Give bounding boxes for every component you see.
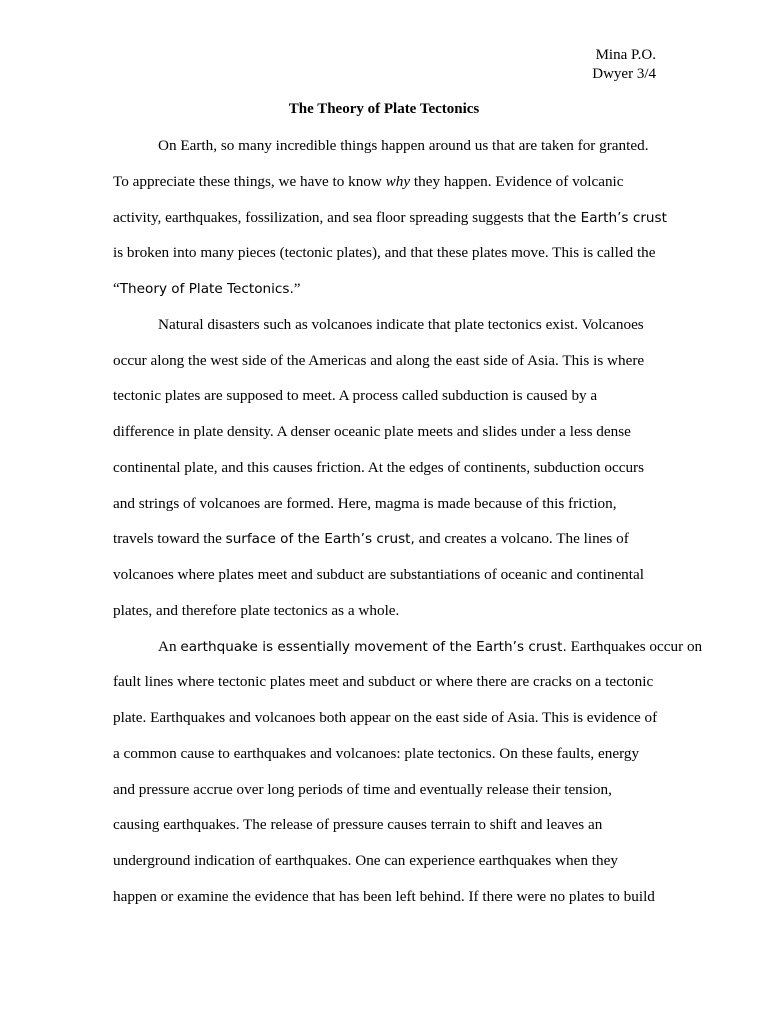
paragraph-2-line-3: tectonic plates are supposed to meet. A process called subduction is caused by a bbox=[113, 387, 598, 405]
sans-text-run: the Earth’s crust bbox=[554, 209, 667, 226]
text-run: An bbox=[158, 637, 181, 655]
paragraph-2-line-2: occur along the west side of the Americas and along the east side of Asia. This is where bbox=[113, 351, 645, 369]
text-run: and creates a volcano. The lines of bbox=[414, 530, 629, 548]
paragraph-3-line-5: and pressure accrue over long periods of time and eventually release their tension, bbox=[113, 780, 612, 798]
class-info: Dwyer 3/4 bbox=[592, 66, 656, 82]
paragraph-3-line-6: causing earthquakes. The release of pressure causes terrain to shift and leaves an bbox=[113, 816, 603, 834]
sans-text-run: Theory of Plate Tectonics. bbox=[119, 281, 294, 297]
emphasis-text: why bbox=[385, 172, 411, 190]
paragraph-1-line-2 bbox=[113, 164, 658, 200]
paragraph-3-line-7: underground indication of earthquakes. One can experience earthquakes when they bbox=[113, 852, 618, 869]
paragraph-3-line-8: happen or examine the evidence that has been left behind. If there were no plates to build bbox=[113, 887, 655, 905]
paragraph-2-line-4: difference in plate density. A denser oceanic plate meets and slides under a less dense bbox=[113, 423, 631, 440]
sans-text-run: surface of the Earth’s crust, bbox=[225, 531, 415, 548]
paragraph-1-line-4: is broken into many pieces (tectonic plates), and that these plates move. This is called the bbox=[113, 244, 656, 262]
paragraph-1-line-1: On Earth, so many incredible things happen around us that are taken for granted. bbox=[158, 137, 649, 154]
quote-mark: “ bbox=[113, 280, 120, 297]
paragraph-2-line-8: volcanoes where plates meet and subduct are substantiations of oceanic and continental bbox=[113, 566, 644, 583]
paragraph-2-line-1: Natural disasters such as volcanoes indicate that plate tectonics exist. Volcanoes bbox=[158, 315, 644, 333]
page-header bbox=[592, 46, 656, 84]
text-run: To appreciate these things, we have to know bbox=[113, 172, 386, 190]
paragraph-2-line-7 bbox=[113, 521, 658, 557]
text-run: activity, earthquakes, fossilization, and sea floor spreading suggests that bbox=[113, 208, 555, 226]
paragraph-3-line-3: plate. Earthquakes and volcanoes both appear on the east side of Asia. This is evidence of bbox=[113, 709, 658, 726]
paragraph-1-line-5 bbox=[113, 271, 658, 307]
paragraph-2-line-9: plates, and therefore plate tectonics as a whole. bbox=[113, 601, 400, 619]
paragraph-3-line-4: a common cause to earthquakes and volcanoes: plate tectonics. On these faults, energy bbox=[113, 744, 640, 762]
text-run: Earthquakes occur on bbox=[566, 637, 703, 655]
paragraph-1-line-3 bbox=[113, 200, 667, 236]
paragraph-3-line-2: fault lines where tectonic plates meet and subduct or where there are cracks on a tectonic bbox=[113, 673, 654, 691]
essay-title: The Theory of Plate Tectonics bbox=[288, 101, 480, 117]
paragraph-2-line-5: continental plate, and this causes friction. At the edges of continents, subduction occurs bbox=[113, 458, 645, 476]
paragraph-2-line-6: and strings of volcanoes are formed. Here, magma is made because of this friction, bbox=[113, 494, 617, 512]
paragraph-3-line-1 bbox=[113, 629, 703, 665]
text-run: they happen. Evidence of volcanic bbox=[410, 172, 624, 190]
sans-text-run: earthquake is essentially movement of the Earth’s crust. bbox=[180, 638, 567, 655]
text-run: travels toward the bbox=[113, 530, 226, 548]
essay-body bbox=[113, 128, 703, 915]
quote-mark: ” bbox=[293, 280, 301, 297]
author-name: Mina P.O. bbox=[595, 47, 656, 63]
